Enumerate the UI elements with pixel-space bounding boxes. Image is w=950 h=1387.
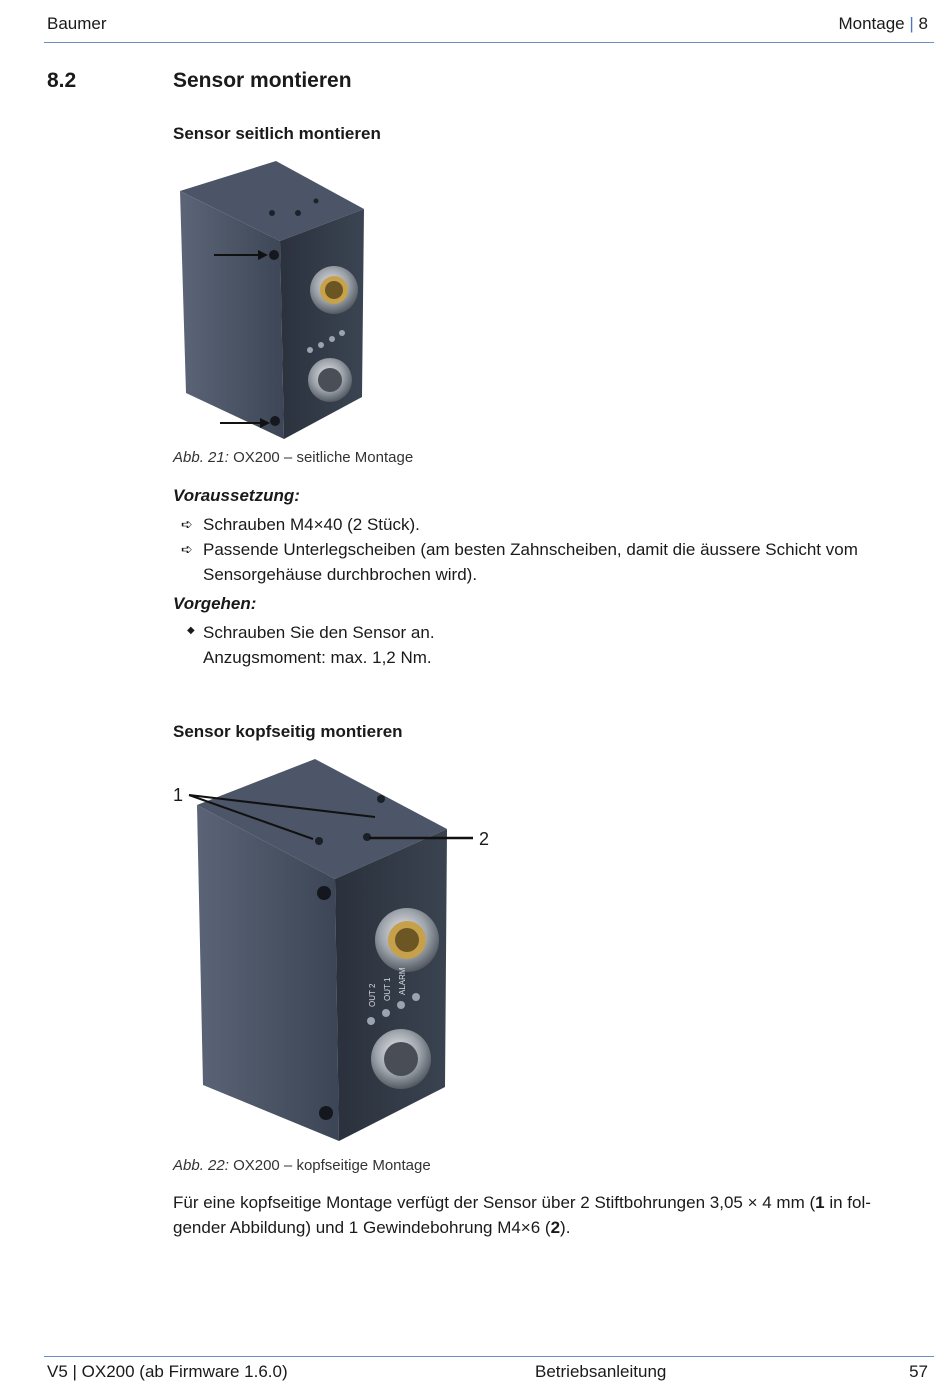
header-separator: |	[909, 14, 914, 33]
header-brand: Baumer	[47, 14, 107, 33]
procedure-step: Schrauben Sie den Sensor an.	[203, 623, 435, 642]
figure-22-text: OX200 – kopfseitige Montage	[233, 1157, 431, 1174]
head-mount-figure	[185, 755, 475, 1150]
figure-21-label: Abb. 21:	[173, 449, 229, 466]
figure-21-text: OX200 – seitliche Montage	[233, 449, 414, 466]
header-page-number: 8	[918, 14, 928, 33]
paragraph-ref-2: 2	[550, 1217, 561, 1237]
led-label-out2: OUT 2	[368, 983, 377, 1007]
head-mount-paragraph	[173, 1191, 913, 1240]
paragraph-text: Für eine kopfseitige Montage verfügt der Sensor über 2 Stiftbohrungen 3,05 × 4 mm (	[173, 1193, 816, 1212]
footer-document-info: V5 | OX200 (ab Firmware 1.6.0)	[47, 1362, 288, 1381]
header-section-title: Montage	[838, 14, 905, 33]
procedure-label: Vorgehen:	[173, 594, 257, 613]
figure-21-caption	[173, 449, 413, 466]
arrow-bullet-icon: ➪	[181, 516, 193, 532]
callout-2: 2	[479, 829, 490, 849]
paragraph-text: gender Abbildung) und 1 Gewindebohrung M4×6 (	[173, 1217, 551, 1237]
footer-document-type: Betriebsanleitung	[535, 1362, 667, 1381]
header-rule	[44, 42, 934, 43]
prerequisite-item: Schrauben M4×40 (2 Stück).	[203, 515, 420, 534]
figure-22-label: Abb. 22:	[173, 1157, 229, 1174]
led-label-alarm: ALARM	[398, 967, 407, 995]
prerequisite-item: Passende Unterlegscheiben (am besten Zahnscheiben, damit die äussere Schicht vom Sensorgehäuse durchbrochen wird).	[203, 540, 858, 584]
side-mount-heading: Sensor seitlich montieren	[173, 124, 381, 143]
prerequisite-label: Voraussetzung:	[173, 486, 300, 505]
side-mount-figure	[176, 155, 376, 445]
paragraph-text: in fol-	[824, 1193, 871, 1212]
procedure-step-detail: Anzugsmoment: max. 1,2 Nm.	[203, 648, 432, 667]
diamond-bullet-icon: ◆	[187, 625, 195, 636]
header-section	[838, 14, 928, 34]
section-number: 8.2	[47, 69, 77, 92]
head-mount-heading: Sensor kopfseitig montieren	[173, 722, 403, 741]
led-label-out1: OUT 1	[383, 977, 392, 1001]
section-title: Sensor montieren	[173, 69, 352, 92]
callout-1: 1	[173, 785, 184, 805]
paragraph-ref-1: 1	[815, 1193, 825, 1212]
footer-page-number: 57	[909, 1362, 928, 1381]
paragraph-text: ).	[560, 1217, 571, 1237]
footer-rule	[44, 1356, 934, 1357]
arrow-bullet-icon: ➪	[181, 541, 193, 557]
figure-22-caption	[173, 1157, 431, 1174]
